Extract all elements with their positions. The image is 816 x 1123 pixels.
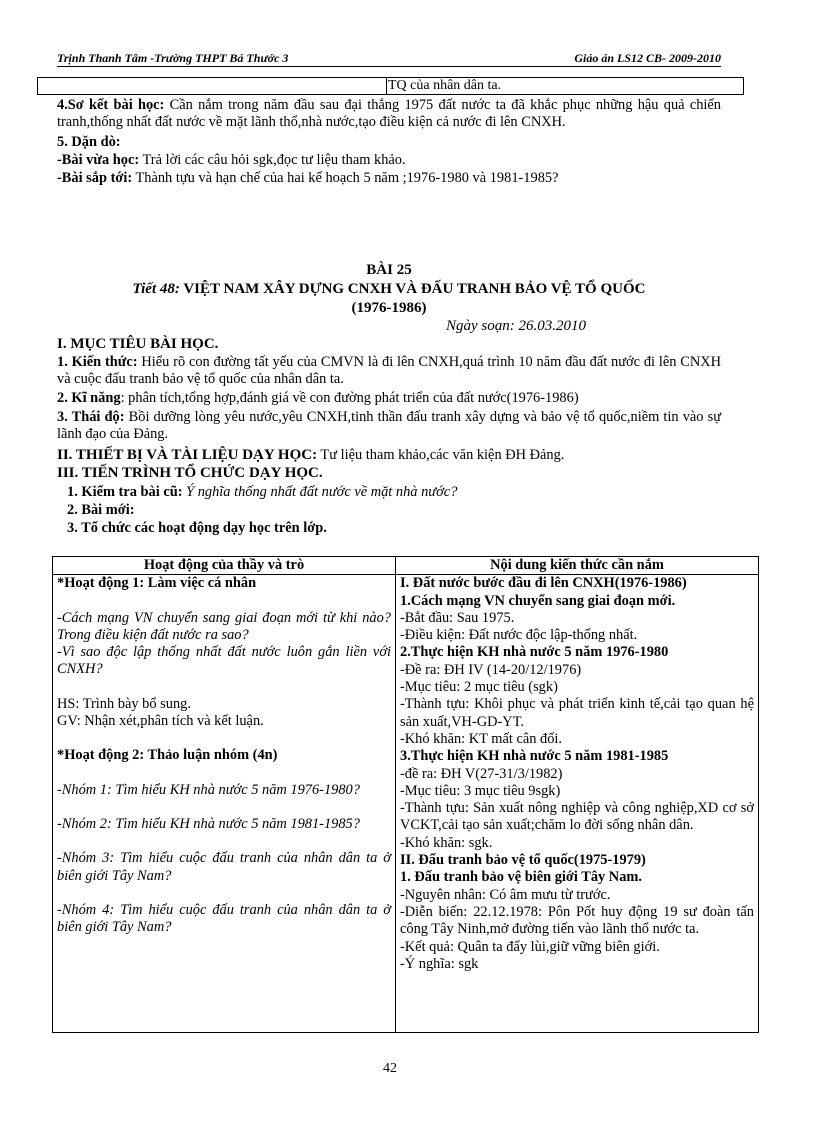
homework-label: 5. Dặn dò: — [57, 134, 121, 150]
content-line: -Điều kiện: Đất nước độc lập-thống nhất. — [400, 627, 638, 644]
lesson-years: (1976-1986) — [351, 300, 427, 316]
activity-2-heading: *Hoạt động 2: Thảo luận nhóm (4n) — [57, 747, 278, 764]
lesson-summary — [57, 97, 721, 131]
continued-table — [37, 77, 744, 95]
col2-header: Nội dung kiến thức cần nắm — [396, 557, 759, 575]
content-line: -Đề ra: ĐH IV (14-20/12/1976) — [400, 661, 582, 678]
activity-1-question-2: -Vì sao độc lập thống nhất đất nước luôn gắn liền với CNXH? — [57, 644, 391, 678]
attitude-label: 3. Thái độ: — [57, 409, 125, 425]
page-number: 42 — [383, 1061, 397, 1076]
lesson-title-text: VIỆT NAM XÂY DỰNG CNXH VÀ ĐẤU TRANH BẢO VỆ TỔ QUỐC — [179, 281, 646, 297]
students-note: HS: Trình bày bổ sung. — [57, 695, 191, 712]
process-step-3: 3. Tổ chức các hoạt động dạy học trên lớp. — [67, 520, 327, 536]
homework-item1-text: Trả lời các câu hỏi sgk,đọc tư liệu tham khảo. — [139, 152, 406, 168]
homework-item-2 — [57, 170, 721, 187]
knowledge-content — [396, 575, 759, 1033]
section-1-3-heading: 3.Thực hiện KH nhà nước 5 năm 1981-1985 — [400, 748, 669, 765]
lesson-period: Tiết 48: — [132, 281, 180, 297]
teacher-activities — [53, 575, 396, 1033]
homework-heading — [57, 134, 721, 151]
group-1-task: -Nhóm 1: Tìm hiểu KH nhà nước 5 năm 1976-1980? — [57, 781, 360, 798]
lesson-number: BÀI 25 — [366, 262, 412, 278]
homework-item1-label: -Bài vừa học: — [57, 152, 140, 168]
process-step-2: 2. Bài mới: — [67, 502, 135, 518]
objective-knowledge — [57, 354, 721, 388]
summary-label: 4.Sơ kết bài học: — [57, 97, 165, 113]
process-step-1 — [67, 484, 731, 501]
group-4-task: -Nhóm 4: Tìm hiểu cuộc đấu tranh của nhân dân ta ở biên giới Tây Nam? — [57, 901, 391, 936]
equipment-label: II. THIẾT BỊ VÀ TÀI LIỆU DẠY HỌC: — [57, 447, 318, 463]
skills-label: 2. Kĩ năng — [57, 390, 121, 406]
page-header — [57, 52, 721, 67]
content-line: -Khó khăn: KT mất cân đối. — [400, 730, 562, 747]
section-1-1-heading: 1.Cách mạng VN chuyển sang giai đoạn mới. — [400, 592, 676, 609]
header-right: Giáo án LS12 CB- 2009-2010 — [574, 51, 721, 65]
step1-text: Ý nghĩa thống nhất đất nước về mặt nhà nước? — [182, 484, 458, 500]
attitude-text: Bồi dưỡng lòng yêu nước,yêu CNXH,tinh thần đấu tranh xây dựng và bảo vệ tổ quốc,niềm tin vào sự lãnh đạo của Đảng. — [57, 409, 722, 442]
lesson-date: Ngày soạn: 26.03.2010 — [446, 318, 586, 334]
content-line: -Kết quả: Quân ta đẩy lùi,giữ vững biên giới. — [400, 938, 660, 955]
content-line: -Nguyên nhân: Có âm mưu từ trước. — [400, 886, 611, 903]
content-line: -Khó khăn: sgk. — [400, 834, 493, 851]
content-line: -Bắt đầu: Sau 1975. — [400, 609, 515, 626]
process-heading: III. TIẾN TRÌNH TỔ CHỨC DẠY HỌC. — [57, 465, 323, 481]
activity-1-heading: *Hoạt động 1: Làm việc cá nhân — [57, 575, 257, 592]
summary-text: Cần nắm trong năm đầu sau đại thắng 1975 đất nước ta đã khắc phục những hậu quả chiến tranh,thống nhất đất nước về mặt lãnh thổ,nhà nước,tạo điều kiện cả nước đi lên CNXH. — [57, 97, 721, 130]
homework-item-1 — [57, 152, 721, 169]
section-2-heading: II. Đấu tranh bảo vệ tổ quốc(1975-1979) — [400, 852, 646, 869]
content-line: -Mục tiêu: 3 mục tiêu 9sgk) — [400, 782, 561, 799]
knowledge-text: Hiểu rõ con đường tất yếu của CMVN là đi lên CNXH,quá trình 10 năm đầu đất nước đi lên CNXH và cuộc đấu tranh bảo vệ tổ quốc của nhân dân ta. — [57, 354, 721, 387]
teacher-note: GV: Nhận xét,phân tích và kết luận. — [57, 713, 264, 730]
content-line: -Diễn biến: 22.12.1978: Pôn Pốt huy động 19 sư đoàn tấn công Tây Ninh,mở đường tiến vào lãnh thổ nước ta. — [400, 903, 754, 938]
objective-skills — [57, 390, 721, 407]
equipment — [57, 447, 721, 464]
group-3-task: -Nhóm 3: Tìm hiểu cuộc đấu tranh của nhân dân ta ở biên giới Tây Nam? — [57, 850, 391, 884]
lesson-title — [57, 281, 721, 298]
content-line: -Thành tựu: Khôi phục và phát triển kinh tế,cải tạo quan hệ sản xuất,VH-GD-YT. — [400, 696, 754, 730]
content-line: -Thành tựu: Sản xuất nông nghiệp và công nghiệp,XD cơ sở VCKT,cải tạo sản xuất;chăm lo đời sống nhân dân. — [400, 800, 754, 834]
activity-1-question-1: -Cách mạng VN chuyển sang giai đoạn mới từ khi nào? Trong điều kiện đất nước ra sao? — [57, 609, 391, 643]
objectives-heading: I. MỤC TIÊU BÀI HỌC. — [57, 336, 219, 352]
section-1-2-heading: 2.Thực hiện KH nhà nước 5 năm 1976-1980 — [400, 644, 669, 661]
homework-item2-text: Thành tựu và hạn chế của hai kế hoạch 5 năm ;1976-1980 và 1981-1985? — [132, 170, 559, 186]
objective-attitude — [57, 409, 721, 443]
knowledge-label: 1. Kiến thức: — [57, 354, 138, 370]
continued-table-cell: TQ của nhân dân ta. — [388, 78, 502, 93]
skills-text: : phân tích,tổng hợp,đánh giá về con đường phát triển của đất nước(1976-1986) — [120, 390, 579, 406]
header-left: Trịnh Thanh Tâm -Trường THPT Bá Thước 3 — [57, 51, 289, 65]
lesson-plan-table — [52, 556, 759, 1033]
section-1-heading: I. Đất nước bước đầu đi lên CNXH(1976-1986) — [400, 575, 687, 592]
group-2-task: -Nhóm 2: Tìm hiểu KH nhà nước 5 năm 1981-1985? — [57, 815, 360, 832]
col1-header: Hoạt động của thầy và trò — [53, 557, 396, 575]
equipment-text: Tư liệu tham khảo,các văn kiện ĐH Đảng. — [317, 447, 565, 463]
content-line: -đề ra: ĐH V(27-31/3/1982) — [400, 765, 563, 782]
section-2-1-heading: 1. Đấu tranh bảo vệ biên giới Tây Nam. — [400, 869, 642, 886]
content-line: -Ý nghĩa: sgk — [400, 955, 479, 972]
step1-label: 1. Kiểm tra bài cũ: — [67, 484, 183, 500]
homework-item2-label: -Bài sắp tới: — [57, 170, 133, 186]
content-line: -Mục tiêu: 2 mục tiêu (sgk) — [400, 679, 558, 696]
